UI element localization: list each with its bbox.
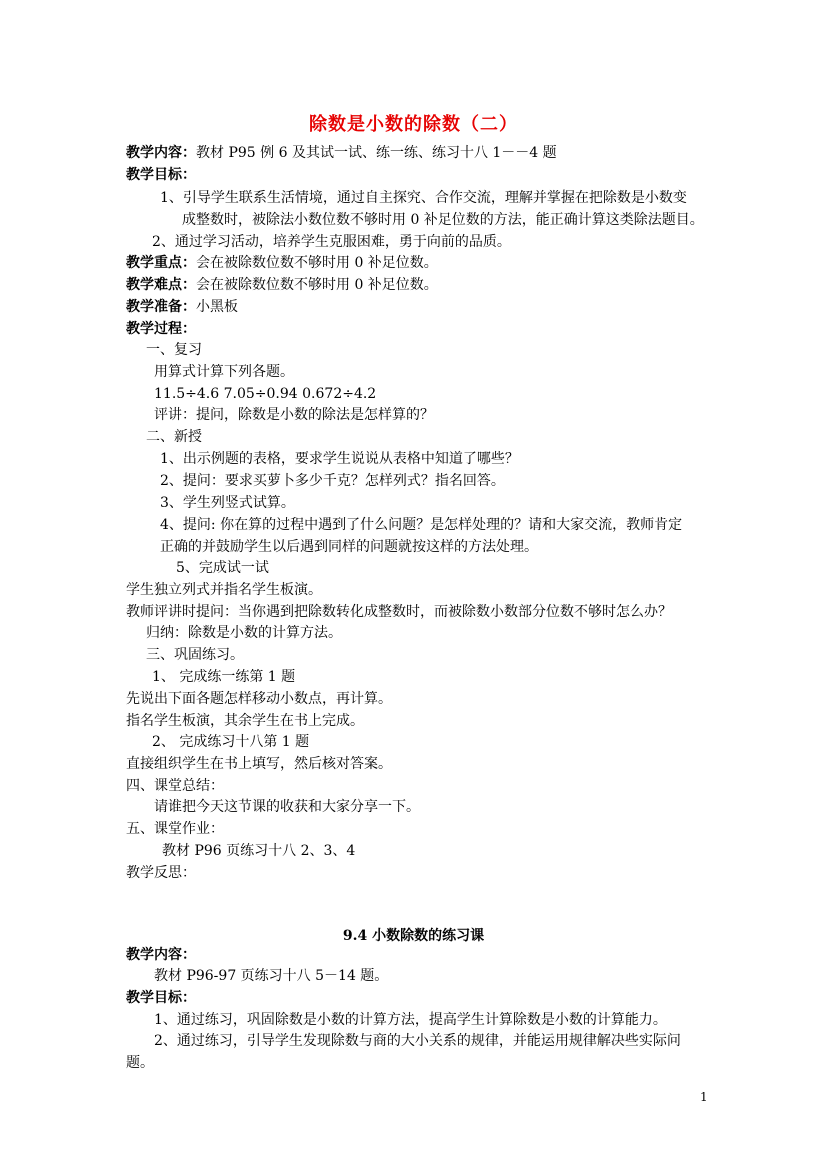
teaching-preparation: [126, 297, 238, 317]
goal-1-line-2: 成整数时，被除法小数位数不够时用 0 补足位数的方法，能正确计算这类除法题目。: [182, 212, 704, 228]
new-lesson-3: 3、学生列竖式试算。: [160, 495, 295, 511]
new-lesson-4-line-2: 正确的并鼓励学生以后遇到同样的问题就按这样的方法处理。: [160, 539, 538, 555]
teaching-key-point: [126, 253, 438, 273]
review-line-3: 评讲：提问，除数是小数的除法是怎样算的？: [154, 407, 434, 423]
preparation-label: 教学准备：: [126, 299, 196, 315]
teaching-process-label: 教学过程：: [126, 321, 196, 337]
practice-heading: 三、巩固练习。: [146, 647, 244, 663]
section-2-goals-label: 教学目标：: [126, 990, 196, 1006]
difficulty-label: 教学难点：: [126, 277, 196, 293]
new-lesson-1: 1、出示例题的表格，要求学生说说从表格中知道了哪些？: [160, 451, 519, 467]
section-2-goal-1: 1、通过练习，巩固除数是小数的计算方法，提高学生计算除数是小数的计算能力。: [154, 1012, 667, 1028]
section-2-title: 9.4 小数除数的练习课: [342, 928, 485, 944]
review-line-1: 用算式计算下列各题。: [154, 364, 294, 380]
new-lesson-8: 归纳：除数是小数的计算方法。: [146, 625, 342, 641]
new-lesson-7: 教师评讲时提问：当你遇到把除数转化成整数时，而被除数小数部分位数不够时怎么办？: [126, 604, 672, 620]
practice-1: 1、 完成练一练第 1 题: [152, 669, 296, 685]
teaching-content: [126, 143, 557, 163]
section-2-content-text: 教材 P96-97 页练习十八 5－14 题。: [154, 968, 389, 984]
practice-2: 先说出下面各题怎样移动小数点，再计算。: [126, 691, 392, 707]
summary-1: 请谁把今天这节课的收获和大家分享一下。: [154, 799, 420, 815]
practice-5: 直接组织学生在书上填写，然后核对答案。: [126, 756, 392, 772]
goal-1-line-1: 1、引导学生联系生活情境，通过自主探究、合作交流，理解并掌握在把除数是小数变: [160, 190, 687, 206]
teaching-content-label: 教学内容：: [126, 145, 196, 161]
goal-2: 2、通过学习活动，培养学生克服困难，勇于向前的品质。: [152, 234, 511, 250]
new-lesson-4-line-1: 4、提问: 你在算的过程中遇到了什么问题？是怎样处理的？请和大家交流，教师肯定: [160, 517, 683, 533]
review-heading: 一、复习: [146, 342, 202, 358]
section-2-goal-2-line-1: 2、通过练习，引导学生发现除数与商的大小关系的规律，并能运用规律解决些实际问: [154, 1033, 681, 1049]
lesson-title: 除数是小数的除数（二）: [309, 114, 518, 135]
key-point-label: 教学重点：: [126, 255, 196, 271]
review-line-2: 11.5÷4.6 7.05÷0.94 0.672÷4.2: [154, 386, 377, 402]
difficulty-text: 会在被除数位数不够时用 0 补足位数。: [196, 277, 438, 293]
key-point-text: 会在被除数位数不够时用 0 补足位数。: [196, 255, 438, 271]
homework-heading: 五、课堂作业：: [126, 821, 224, 837]
new-lesson-heading: 二、新授: [146, 429, 202, 445]
section-2-content-label: 教学内容：: [126, 947, 196, 963]
new-lesson-5: 5、完成试一试: [176, 560, 269, 576]
practice-3: 指名学生板演，其余学生在书上完成。: [126, 713, 364, 729]
summary-heading: 四、课堂总结：: [126, 778, 224, 794]
teaching-difficulty: [126, 275, 438, 295]
reflection-label: 教学反思：: [126, 865, 196, 881]
teaching-goals-label: 教学目标：: [126, 167, 196, 183]
practice-4: 2、 完成练习十八第 1 题: [152, 734, 310, 750]
preparation-text: 小黑板: [196, 299, 238, 315]
page-number: 1: [700, 1090, 708, 1104]
section-2-goal-2-line-2: 题。: [126, 1055, 154, 1071]
homework-1: 教材 P96 页练习十八 2、3、4: [162, 843, 356, 859]
teaching-content-text: 教材 P95 例 6 及其试一试、练一练、练习十八 1－－4 题: [196, 145, 557, 161]
new-lesson-2: 2、提问：要求买萝卜多少千克？怎样列式？指名回答。: [160, 473, 505, 489]
new-lesson-6: 学生独立列式并指名学生板演。: [126, 582, 322, 598]
